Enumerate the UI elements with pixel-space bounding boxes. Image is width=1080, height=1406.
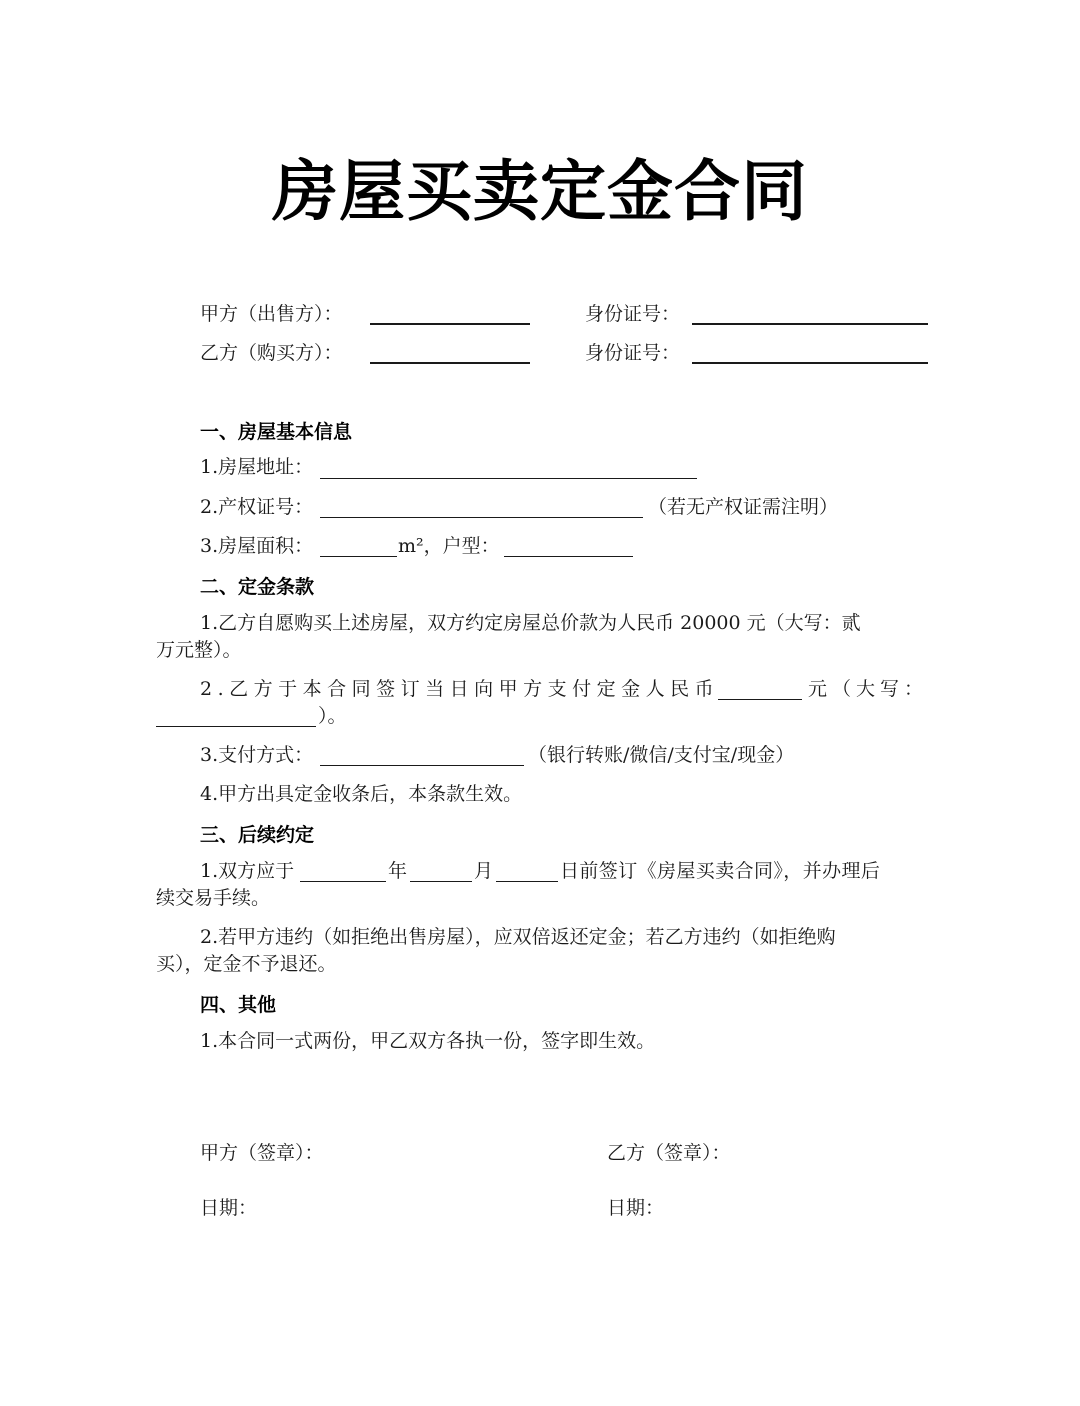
other-item1: 1.本合同一式两份，甲乙双方各执一份，签字即生效。 — [200, 1030, 656, 1052]
buyer-id-label: 身份证号： — [585, 342, 681, 364]
cert-blank[interactable] — [320, 517, 643, 518]
seller-id-blank[interactable] — [692, 323, 928, 325]
address-label: 1.房屋地址： — [200, 456, 314, 478]
buyer-date-label: 日期： — [607, 1197, 665, 1219]
followup-item2-line2: 买），定金不予退还。 — [156, 953, 337, 975]
seller-signature-label: 甲方（签章）： — [200, 1142, 324, 1164]
seller-label: 甲方（出售方）： — [200, 303, 343, 325]
year-blank[interactable] — [300, 881, 386, 882]
day-blank[interactable] — [496, 881, 558, 882]
buyer-label: 乙方（购买方）： — [200, 342, 343, 364]
followup-item1-line2: 续交易手续。 — [156, 887, 271, 909]
page-title: 房屋买卖定金合同 — [272, 153, 808, 230]
cert-label: 2.产权证号： — [200, 496, 314, 518]
seller-date-label: 日期： — [200, 1197, 258, 1219]
deposit-item2-part2: 元（大写： — [808, 678, 929, 700]
followup-year: 年 — [388, 860, 408, 882]
month-blank[interactable] — [410, 881, 472, 882]
deposit-item1-line2: 万元整）。 — [156, 639, 242, 661]
section1-heading: 一、房屋基本信息 — [200, 421, 353, 443]
section4-heading: 四、其他 — [200, 994, 277, 1016]
buyer-signature-label: 乙方（签章）： — [607, 1142, 731, 1164]
payment-method-label: 3.支付方式： — [200, 744, 314, 766]
payment-method-note: （银行转账/微信/支付宝/现金） — [528, 744, 795, 766]
deposit-capital-blank[interactable] — [156, 726, 316, 727]
buyer-name-blank[interactable] — [370, 362, 530, 364]
deposit-item2-part1: 2.乙方于本合同签订当日向甲方支付定金人民币 — [200, 678, 720, 700]
seller-id-label: 身份证号： — [585, 303, 681, 325]
area-unit: m²，户型： — [398, 535, 500, 557]
area-blank[interactable] — [320, 556, 397, 557]
seller-name-blank[interactable] — [370, 323, 530, 325]
deposit-amount-blank[interactable] — [718, 699, 802, 700]
buyer-id-blank[interactable] — [692, 362, 928, 364]
followup-month: 月 — [474, 860, 494, 882]
deposit-item1-line1: 1.乙方自愿购买上述房屋，双方约定房屋总价款为人民币 20000 元（大写：贰 — [200, 612, 861, 634]
section2-heading: 二、定金条款 — [200, 576, 315, 598]
deposit-item4: 4.甲方出具定金收条后，本条款生效。 — [200, 783, 523, 805]
deposit-item2-part3: ）。 — [318, 705, 347, 727]
cert-note: （若无产权证需注明） — [648, 496, 839, 518]
area-label: 3.房屋面积： — [200, 535, 314, 557]
section3-heading: 三、后续约定 — [200, 824, 315, 846]
followup-item1-prefix: 1.双方应于 — [200, 860, 295, 882]
address-blank[interactable] — [320, 478, 697, 479]
followup-item1-suffix: 日前签订《房屋买卖合同》，并办理后 — [560, 860, 881, 882]
layout-blank[interactable] — [504, 556, 633, 557]
payment-method-blank[interactable] — [320, 765, 524, 766]
followup-item2-line1: 2.若甲方违约（如拒绝出售房屋），应双倍返还定金；若乙方违约（如拒绝购 — [200, 926, 836, 948]
